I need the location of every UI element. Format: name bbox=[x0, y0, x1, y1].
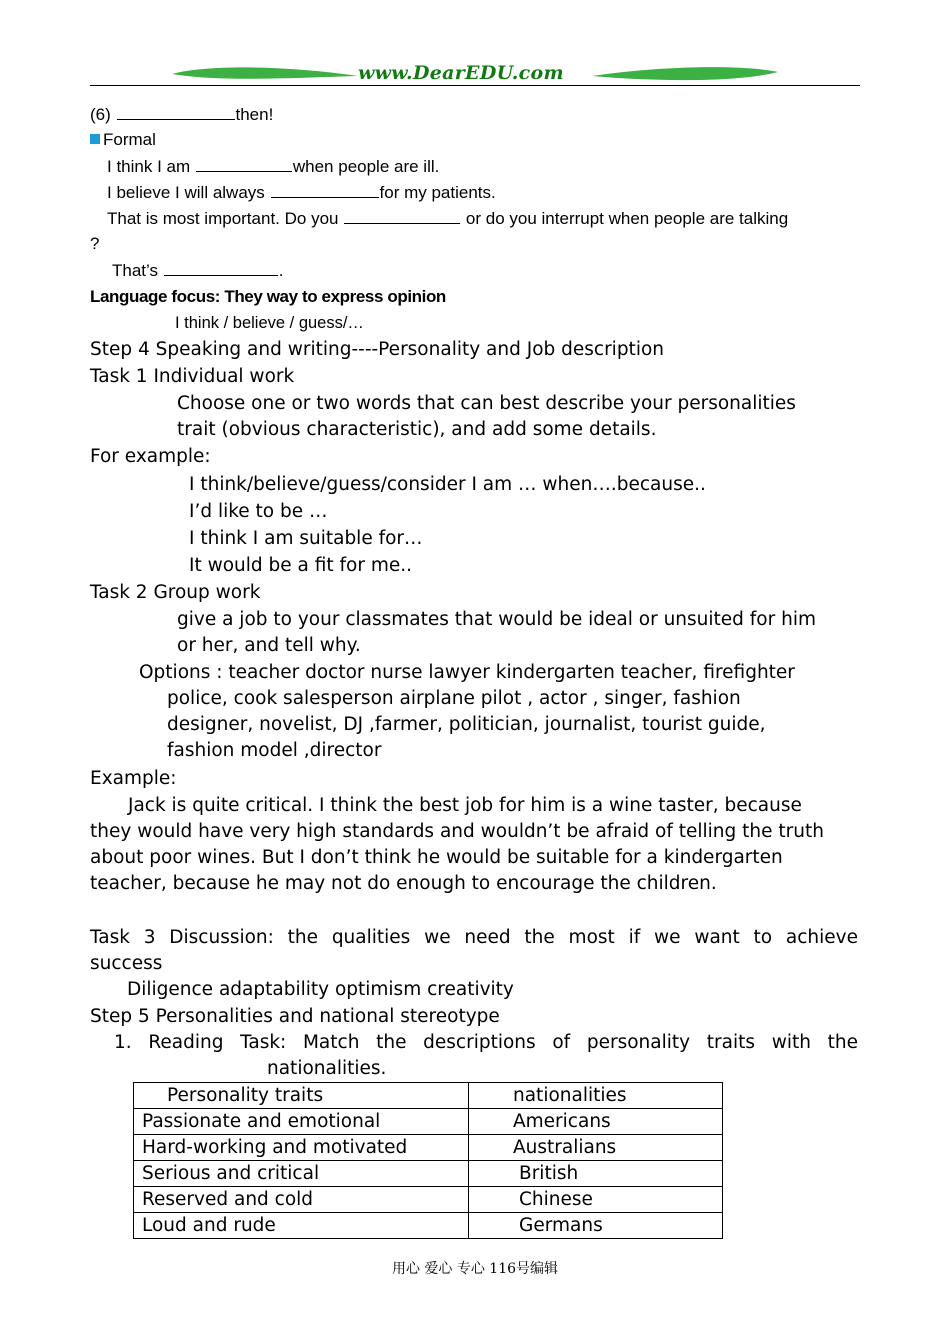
options-line-4: fashion model ,director bbox=[167, 740, 382, 761]
task1-title: Task 1 Individual work bbox=[90, 366, 295, 387]
table-cell: Hard-working and motivated bbox=[134, 1135, 469, 1161]
task1-desc-2: trait (obvious characteristic), and add some details. bbox=[177, 419, 657, 440]
example-sentence-1: I think/believe/guess/consider I am … when….because.. bbox=[189, 474, 706, 495]
language-focus-heading: Language focus: They way to express opinion bbox=[90, 287, 446, 306]
formal-line-4: That’s . bbox=[112, 261, 284, 280]
formal-heading: Formal bbox=[90, 130, 156, 150]
step4-title: Step 4 Speaking and writing----Personality and Job description bbox=[90, 339, 664, 360]
task1-desc-1: Choose one or two words that can best describe your personalities bbox=[177, 393, 796, 414]
table-cell: Americans bbox=[469, 1109, 723, 1135]
table-row bbox=[134, 1161, 723, 1187]
task3-line-1: Task 3 Discussion: the qualities we need the most if we want to achieve bbox=[90, 927, 858, 948]
task2-desc-1: give a job to your classmates that would be ideal or unsuited for him bbox=[177, 609, 816, 630]
reading-task-line-1: 1. Reading Task: Match the descriptions of personality traits with the bbox=[114, 1032, 858, 1053]
table-cell: Loud and rude bbox=[134, 1213, 469, 1239]
table-cell: Germans bbox=[469, 1213, 723, 1239]
blank bbox=[271, 182, 379, 198]
example-paragraph-1: Jack is quite critical. I think the best job for him is a wine taster, because bbox=[128, 795, 802, 816]
blank bbox=[196, 156, 292, 172]
formal-line-3-cont: ? bbox=[90, 234, 100, 253]
table-row bbox=[134, 1187, 723, 1213]
formal-line-2: I believe I will always for my patients. bbox=[107, 183, 496, 202]
example-paragraph-2: they would have very high standards and wouldn’t be afraid of telling the truth bbox=[90, 821, 824, 842]
options-line-1: Options : teacher doctor nurse lawyer kindergarten teacher, firefighter bbox=[139, 662, 795, 683]
formal-line-1: I think I am when people are ill. bbox=[107, 157, 440, 176]
step5-title: Step 5 Personalities and national stereotype bbox=[90, 1006, 500, 1027]
table-cell: Reserved and cold bbox=[134, 1187, 469, 1213]
example-label: Example: bbox=[90, 768, 177, 789]
blank bbox=[164, 260, 278, 276]
options-line-3: designer, novelist, DJ ,farmer, politician, journalist, tourist guide, bbox=[167, 714, 766, 735]
traits-table bbox=[133, 1082, 723, 1239]
table-header-row bbox=[134, 1083, 723, 1109]
table-header-cell: Personality traits bbox=[134, 1083, 469, 1109]
page-footer: 用心 爱心 专心 116号编辑 bbox=[391, 1261, 559, 1277]
table-cell: British bbox=[469, 1161, 723, 1187]
options-line-2: police, cook salesperson airplane pilot , actor , singer, fashion bbox=[167, 688, 741, 709]
formal-line-3: That is most important. Do you or do you interrupt when people are talking bbox=[107, 209, 789, 228]
task2-desc-2: or her, and tell why. bbox=[177, 635, 361, 656]
example-paragraph-3: about poor wines. But I don’t think he would be suitable for a kindergarten bbox=[90, 847, 783, 868]
example-sentence-3: I think I am suitable for… bbox=[189, 528, 423, 549]
task2-title: Task 2 Group work bbox=[90, 582, 261, 603]
example-sentence-2: I’d like to be … bbox=[189, 501, 328, 522]
square-bullet-icon bbox=[90, 134, 100, 144]
table-header-cell: nationalities bbox=[469, 1083, 723, 1109]
header-rule bbox=[90, 85, 860, 86]
line-6: (6) then! bbox=[90, 105, 274, 124]
blank bbox=[117, 104, 235, 120]
table-cell: Australians bbox=[469, 1135, 723, 1161]
reading-task-line-2: nationalities. bbox=[267, 1058, 387, 1079]
qualities-list: Diligence adaptability optimism creativity bbox=[127, 979, 514, 1000]
for-example-label: For example: bbox=[90, 446, 211, 467]
blank bbox=[344, 208, 460, 224]
task3-line-2: success bbox=[90, 953, 163, 974]
table-row bbox=[134, 1213, 723, 1239]
example-paragraph-4: teacher, because he may not do enough to encourage the children. bbox=[90, 873, 717, 894]
language-focus-list: I think / believe / guess/… bbox=[175, 314, 364, 332]
header-leaf-left-icon bbox=[170, 64, 360, 84]
example-sentence-4: It would be a fit for me.. bbox=[189, 555, 413, 576]
brand-logo-text: www.DearEDU.com bbox=[358, 62, 564, 84]
table-cell: Chinese bbox=[469, 1187, 723, 1213]
table-row bbox=[134, 1135, 723, 1161]
table-cell: Serious and critical bbox=[134, 1161, 469, 1187]
header-leaf-right-icon bbox=[590, 64, 780, 84]
table-cell: Passionate and emotional bbox=[134, 1109, 469, 1135]
table-row bbox=[134, 1109, 723, 1135]
